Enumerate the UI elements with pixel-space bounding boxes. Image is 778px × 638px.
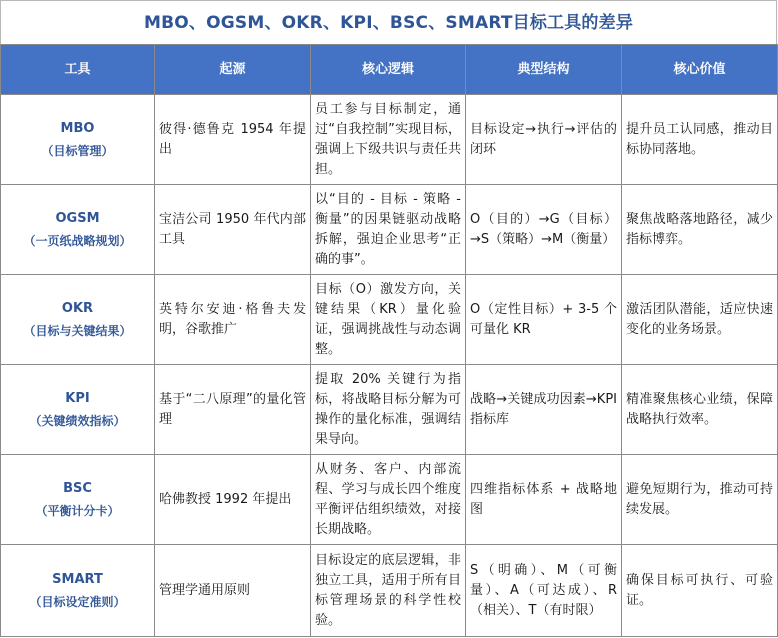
column-header-tool: 工具: [1, 45, 155, 95]
table-row: [1, 275, 778, 365]
tool-abbr: MBO: [60, 120, 95, 136]
tool-cell: [1, 95, 155, 185]
tool-cell: [1, 185, 155, 275]
comparison-table: [0, 44, 778, 637]
structure-cell: O（定性目标）+ 3-5 个可量化 KR: [466, 275, 622, 365]
origin-cell: 基于“二八原理”的量化管理: [155, 365, 311, 455]
logic-cell: 提取 20% 关键行为指标，将战略目标分解为可操作的量化标准，强调结果导向。: [311, 365, 466, 455]
column-header-value: 核心价值: [622, 45, 778, 95]
column-header-structure: 典型结构: [466, 45, 622, 95]
value-cell: 提升员工认同感，推动目标协同落地。: [622, 95, 778, 185]
logic-cell: 员工参与目标制定，通过“自我控制”实现目标，强调上下级共识与责任共担。: [311, 95, 466, 185]
sheet-title: MBO、OGSM、OKR、KPI、BSC、SMART目标工具的差异: [0, 0, 777, 44]
logic-cell: 目标（O）激发方向，关键结果（KR）量化验证，强调挑战性与动态调整。: [311, 275, 466, 365]
table-row: [1, 455, 778, 545]
tool-cell: [1, 275, 155, 365]
column-header-logic: 核心逻辑: [311, 45, 466, 95]
tool-cell: [1, 455, 155, 545]
tool-full-name: （目标管理）: [41, 143, 114, 158]
value-cell: 精准聚焦核心业绩，保障战略执行效率。: [622, 365, 778, 455]
structure-cell: S（明确）、M（可衡量）、A（可达成）、R（相关）、T（有时限）: [466, 545, 622, 637]
value-cell: 聚焦战略落地路径，减少指标博弈。: [622, 185, 778, 275]
structure-cell: 四维指标体系 + 战略地图: [466, 455, 622, 545]
value-cell: 激活团队潜能，适应快速变化的业务场景。: [622, 275, 778, 365]
structure-cell: 目标设定→执行→评估的闭环: [466, 95, 622, 185]
value-cell: 避免短期行为，推动可持续发展。: [622, 455, 778, 545]
column-header-origin: 起源: [155, 45, 311, 95]
origin-cell: 管理学通用原则: [155, 545, 311, 637]
origin-cell: 彼得·德鲁克 1954 年提出: [155, 95, 311, 185]
tool-cell: [1, 545, 155, 637]
structure-cell: 战略→关键成功因素→KPI 指标库: [466, 365, 622, 455]
value-cell: 确保目标可执行、可验证。: [622, 545, 778, 637]
tool-full-name: （一页纸战略规划）: [23, 233, 132, 248]
table-row: [1, 365, 778, 455]
origin-cell: 宝洁公司 1950 年代内部工具: [155, 185, 311, 275]
origin-cell: 英特尔安迪·格鲁夫发明，谷歌推广: [155, 275, 311, 365]
tool-abbr: OKR: [61, 300, 94, 316]
tool-cell: [1, 365, 155, 455]
tool-abbr: BSC: [63, 480, 92, 496]
structure-cell: O（目的）→G（目标）→S（策略）→M（衡量）: [466, 185, 622, 275]
tool-abbr: OGSM: [55, 210, 100, 226]
header-row: [1, 45, 778, 95]
origin-cell: 哈佛教授 1992 年提出: [155, 455, 311, 545]
table-row: [1, 185, 778, 275]
logic-cell: 以“目的 - 目标 - 策略 - 衡量”的因果链驱动战略拆解，强迫企业思考“正确的事”。: [311, 185, 466, 275]
tool-full-name: （关键绩效指标）: [29, 413, 126, 428]
tool-full-name: （目标设定准则）: [29, 594, 126, 609]
tool-full-name: （平衡计分卡）: [35, 503, 120, 518]
logic-cell: 从财务、客户、内部流程、学习与成长四个维度平衡评估组织绩效，对接长期战略。: [311, 455, 466, 545]
tool-abbr: SMART: [52, 571, 103, 587]
tool-abbr: KPI: [65, 390, 90, 406]
table-row: [1, 545, 778, 637]
table-row: [1, 95, 778, 185]
tool-full-name: （目标与关键结果）: [23, 323, 132, 338]
logic-cell: 目标设定的底层逻辑，非独立工具，适用于所有目标管理场景的科学性校验。: [311, 545, 466, 637]
